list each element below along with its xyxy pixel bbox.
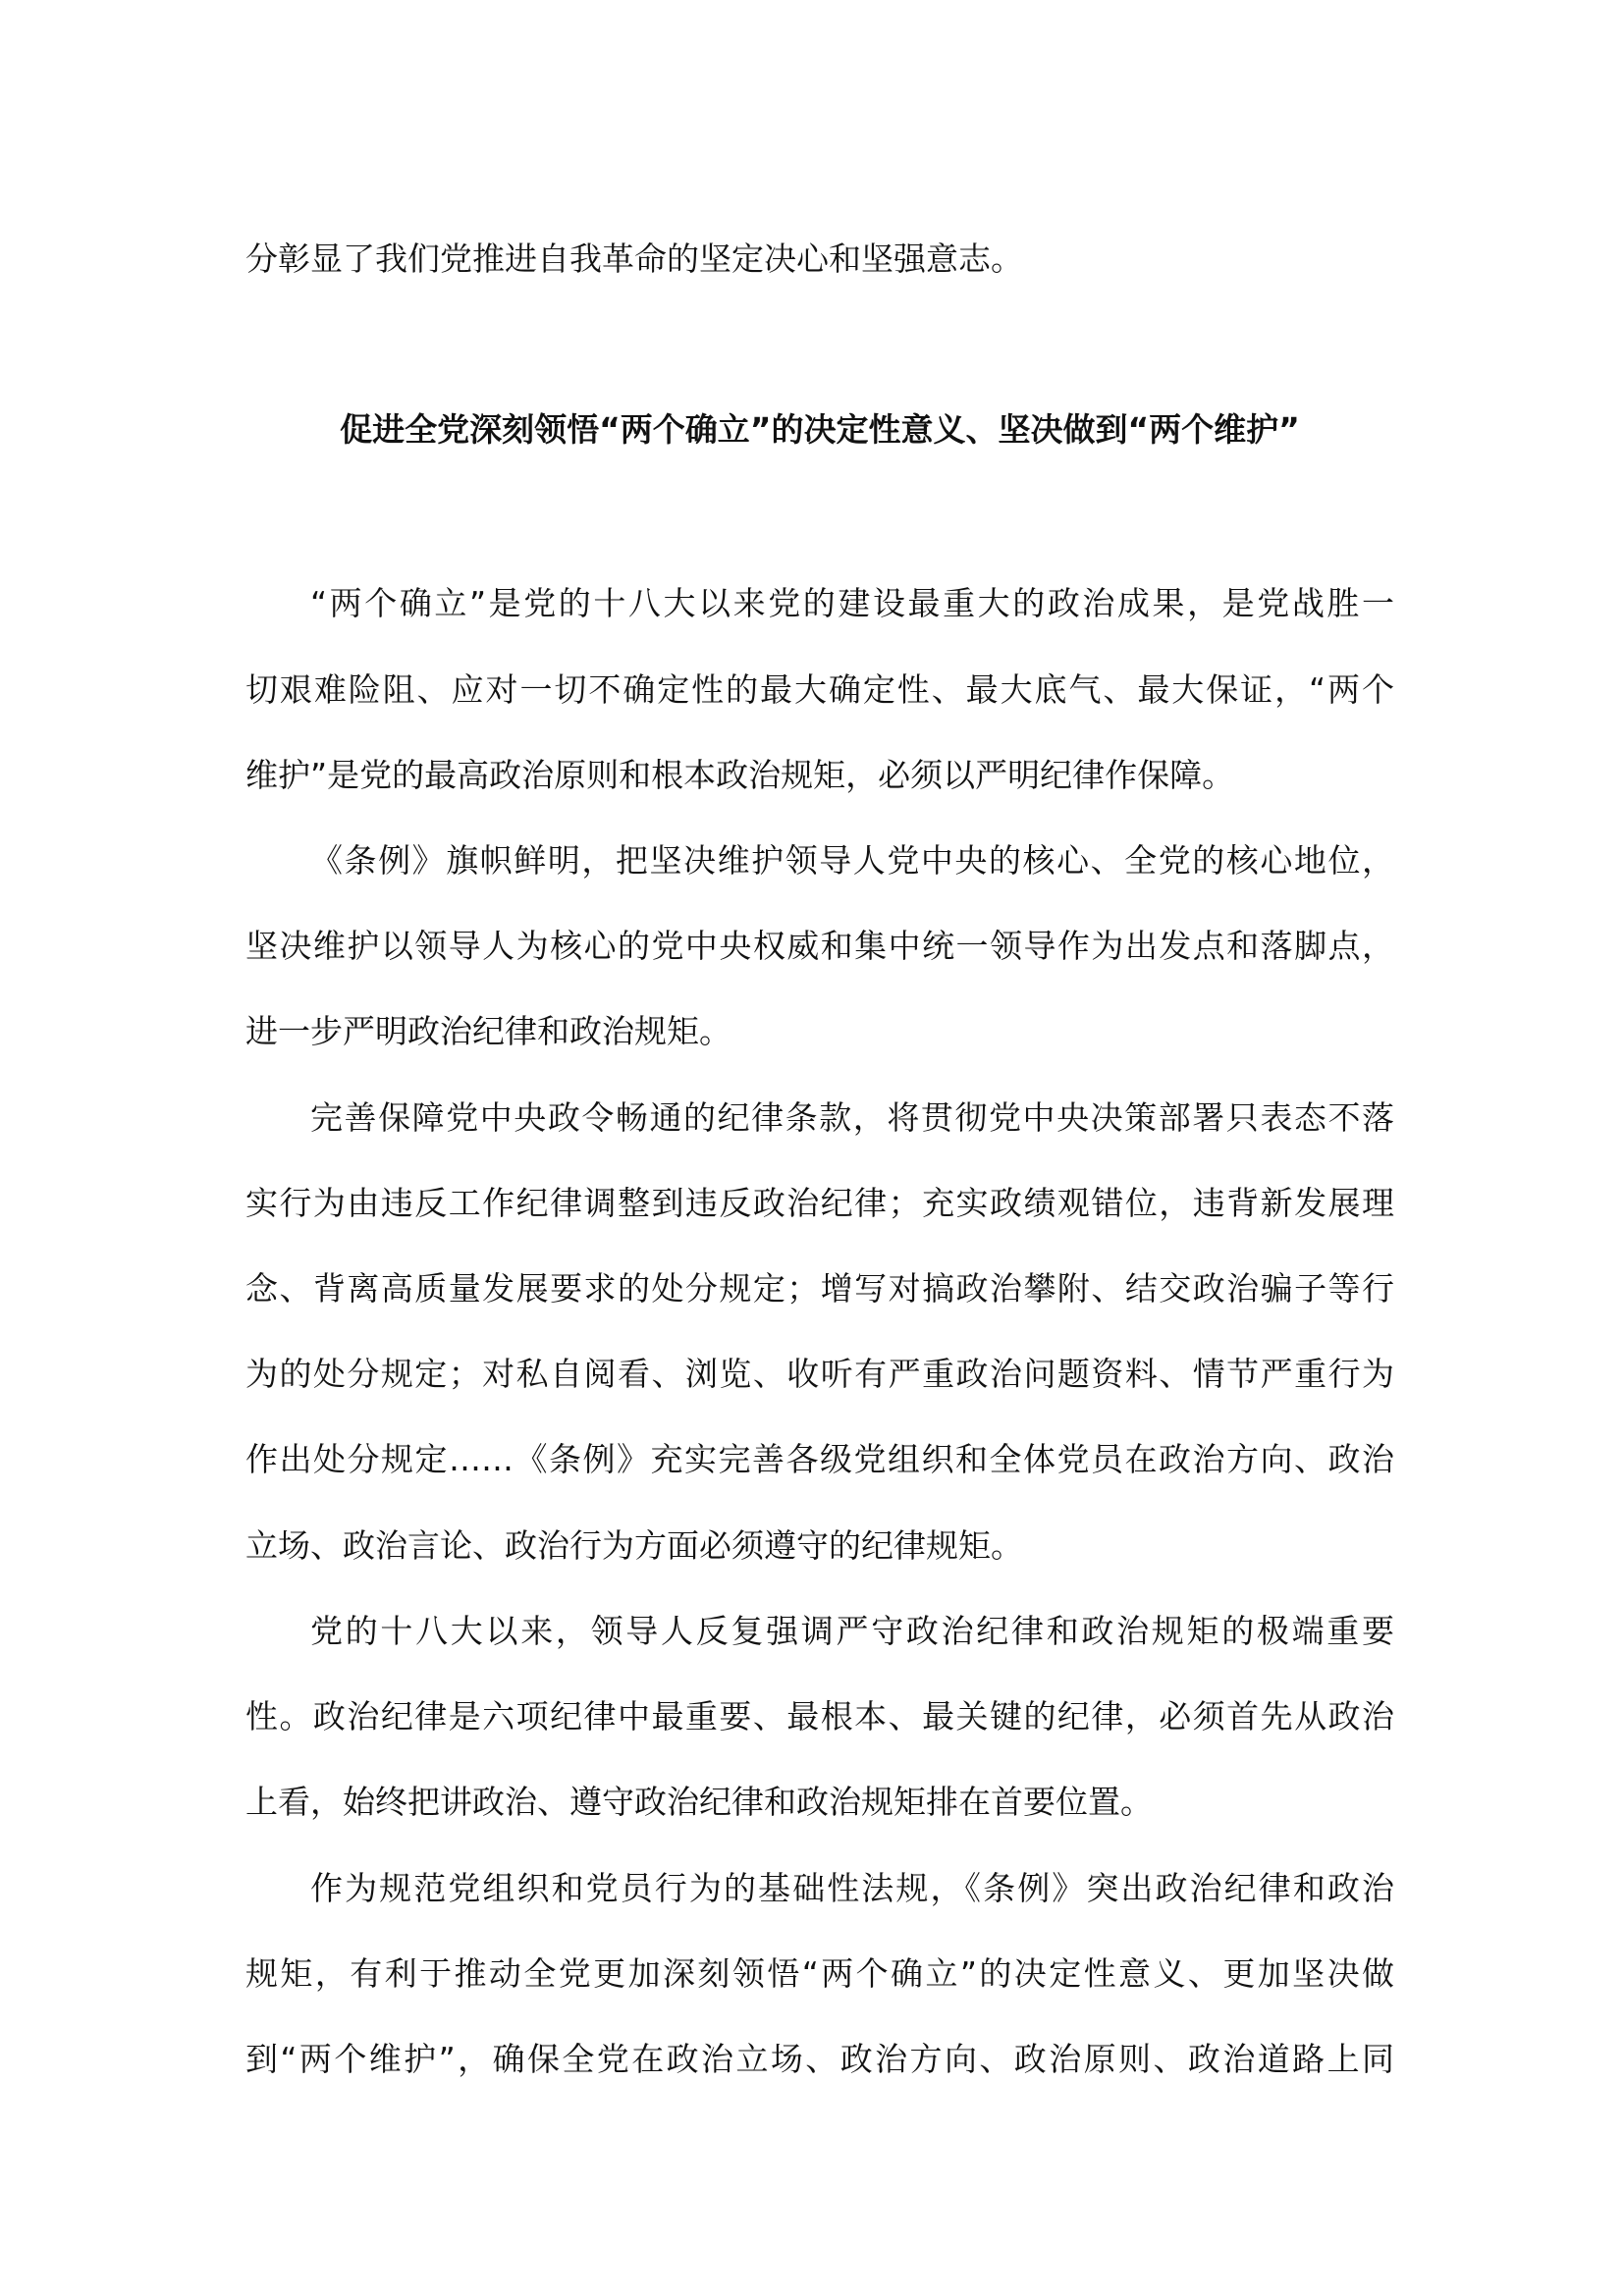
- paragraph-3-line-5: 作出处分规定……《条例》充实完善各级党组织和全体党员在政治方向、政治: [245, 1440, 1394, 1478]
- paragraph-4-line-2: 性。政治纪律是六项纪律中最重要、最根本、最关键的纪律，必须首先从政治: [245, 1697, 1394, 1735]
- lead-line: 分彰显了我们党推进自我革命的坚定决心和坚强意志。: [245, 240, 1023, 278]
- paragraph-2-line-2: 坚决维护以领导人为核心的党中央权威和集中统一领导作为出发点和落脚点，: [245, 927, 1394, 965]
- paragraph-3-line-4: 为的处分规定；对私自阅看、浏览、收听有严重政治问题资料、情节严重行为: [245, 1355, 1394, 1393]
- paragraph-5-line-1: 作为规范党组织和党员行为的基础性法规，《条例》突出政治纪律和政治: [310, 1869, 1394, 1907]
- paragraph-3-line-1: 完善保障党中央政令畅通的纪律条款，将贯彻党中央决策部署只表态不落: [310, 1098, 1394, 1137]
- paragraph-1-line-2: 切艰难险阻、应对一切不确定性的最大确定性、最大底气、最大保证，“两个: [245, 670, 1394, 709]
- paragraph-1-line-3: 维护”是党的最高政治原则和根本政治规矩，必须以严明纪律作保障。: [245, 756, 1235, 794]
- paragraph-2-line-3: 进一步严明政治纪律和政治规矩。: [245, 1012, 731, 1050]
- paragraph-3-line-6: 立场、政治言论、政治行为方面必须遵守的纪律规矩。: [245, 1526, 1023, 1565]
- paragraph-5-line-3: 到“两个维护”，确保全党在政治立场、政治方向、政治原则、政治道路上同: [245, 2040, 1394, 2078]
- paragraph-1-line-1: “两个确立”是党的十八大以来党的建设最重大的政治成果，是党战胜一: [310, 584, 1394, 622]
- paragraph-2-line-1: 《条例》旗帜鲜明，把坚决维护领导人党中央的核心、全党的核心地位，: [310, 841, 1394, 880]
- paragraph-5-line-2: 规矩，有利于推动全党更加深刻领悟“两个确立”的决定性意义、更加坚决做: [245, 1954, 1394, 1993]
- paragraph-4-line-3: 上看，始终把讲政治、遵守政治纪律和政治规矩排在首要位置。: [245, 1783, 1153, 1821]
- paragraph-4-line-1: 党的十八大以来，领导人反复强调严守政治纪律和政治规矩的极端重要: [310, 1612, 1394, 1650]
- paragraph-3-line-2: 实行为由违反工作纪律调整到违反政治纪律；充实政绩观错位，违背新发展理: [245, 1184, 1394, 1222]
- paragraph-3-line-3: 念、背离高质量发展要求的处分规定；增写对搞政治攀附、结交政治骗子等行: [245, 1269, 1394, 1308]
- section-heading: 促进全党深刻领悟“两个确立”的决定性意义、坚决做到“两个维护”: [340, 410, 1300, 449]
